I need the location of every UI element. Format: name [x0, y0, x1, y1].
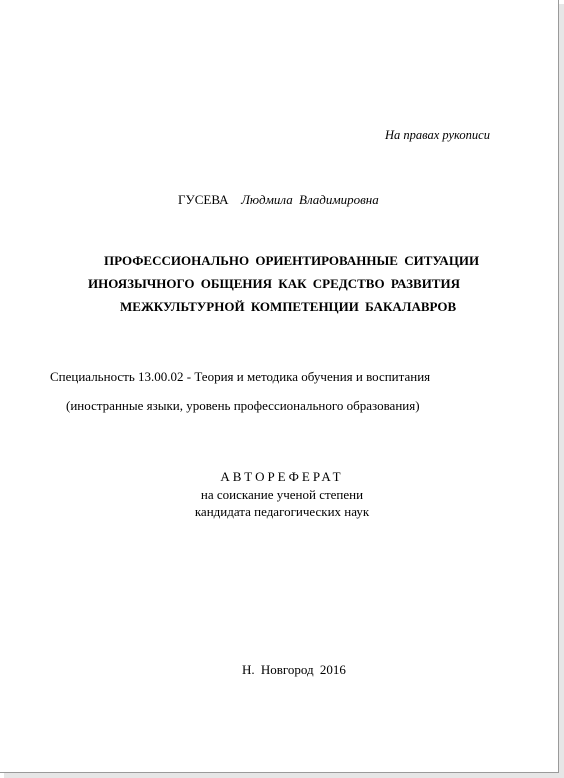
- specialty-note: (иностранные языки, уровень профессионального образования): [66, 398, 420, 413]
- page-shadow-bottom: [4, 773, 564, 778]
- author-surname: ГУСЕВА: [178, 192, 229, 207]
- title-line-1: ПРОФЕССИОНАЛЬНО ОРИЕНТИРОВАННЫЕ СИТУАЦИИ: [104, 253, 480, 268]
- title-line-2: ИНОЯЗЫЧНОГО ОБЩЕНИЯ КАК СРЕДСТВО РАЗВИТИЯ: [88, 276, 460, 291]
- title-line-3: МЕЖКУЛЬТУРНОЙ КОМПЕТЕНЦИИ БАКАЛАВРОВ: [120, 299, 457, 314]
- document-type: АВТОРЕФЕРАТ: [220, 469, 344, 484]
- manuscript-mark: На правах рукописи: [385, 128, 490, 142]
- place-year: Н. Новгород 2016: [242, 662, 346, 677]
- page-shadow-right: [559, 4, 564, 778]
- degree-line-1: на соискание ученой степени: [200, 487, 364, 502]
- author-name: Людмила Владимировна: [241, 192, 379, 207]
- author-line: [178, 192, 379, 208]
- degree-line-2: кандидата педагогических наук: [194, 504, 370, 519]
- specialty-line: Специальность 13.00.02 - Теория и методика обучения и воспитания: [50, 369, 431, 384]
